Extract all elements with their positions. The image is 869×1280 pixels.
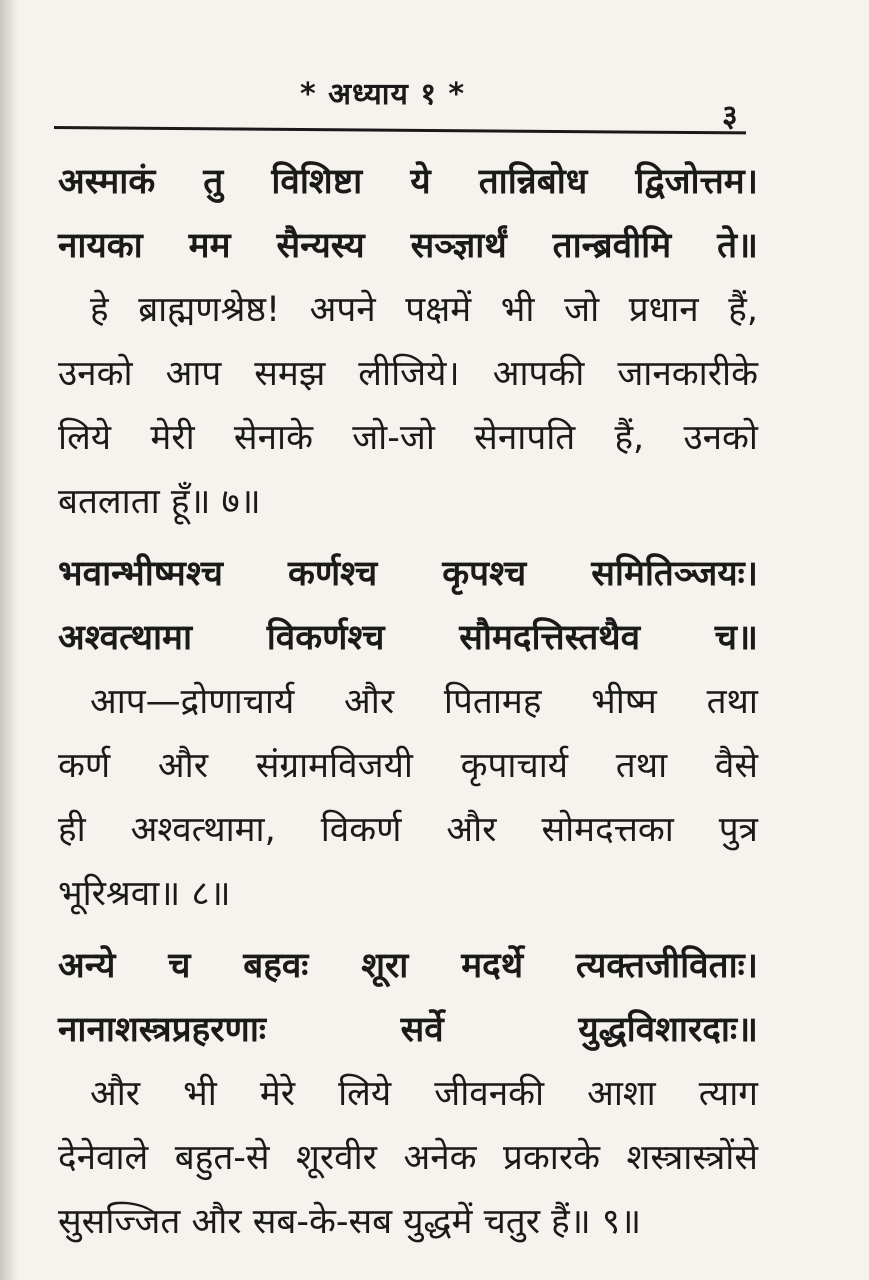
chapter-header: * अध्याय १ *: [300, 77, 466, 112]
translation-7: [58, 278, 758, 534]
verse-line: भवान्भीष्मश्च कर्णश्च कृपश्च समितिञ्जयः।: [58, 554, 758, 594]
translation-8: [58, 670, 758, 926]
translation-line: भूरिश्रवा॥ ८॥: [58, 874, 231, 914]
translation-line: हे ब्राह्मणश्रेष्ठ! अपने पक्षमें भी जो प्रधान हैं,: [90, 290, 758, 330]
translation-line: सुसज्जित और सब-के-सब युद्धमें चतुर हैं॥ ९॥: [58, 1202, 642, 1242]
translation-line: ही अश्वत्थामा, विकर्ण और सोमदत्तका पुत्र: [58, 810, 758, 850]
translation-line: बतलाता हूँ॥ ७॥: [58, 482, 261, 522]
translation-line: देनेवाले बहुत-से शूरवीर अनेक प्रकारके शस्त्रास्त्रोंसे: [58, 1138, 758, 1178]
translation-line: लिये मेरी सेनाके जो-जो सेनापति हैं, उनको: [58, 418, 758, 458]
verse-line: अश्वत्थामा विकर्णश्च सौमदत्तिस्तथैव च॥: [58, 618, 758, 658]
verse-line: नायका मम सैन्यस्य सञ्ज्ञार्थं तान्ब्रवीमि ते॥: [58, 226, 758, 266]
verse-8: [58, 542, 758, 670]
translation-9: [58, 1062, 758, 1254]
verse-7: [58, 150, 758, 278]
page-edge-shadow: [0, 0, 18, 1280]
verse-line: नानाशस्त्रप्रहरणाः सर्वे युद्धविशारदाः॥: [58, 1010, 758, 1050]
page-number: ३: [722, 99, 738, 134]
header-rule: [54, 126, 746, 134]
translation-line: उनको आप समझ लीजिये। आपकी जानकारीके: [58, 354, 758, 394]
page-body: [58, 150, 758, 1262]
verse-line: अन्ये च बहवः शूरा मदर्थे त्यक्तजीविताः।: [58, 946, 758, 986]
verse-line: अस्माकं तु विशिष्टा ये तान्निबोध द्विजोत्तम।: [58, 162, 758, 202]
translation-line: और भी मेरे लिये जीवनकी आशा त्याग: [90, 1074, 758, 1114]
translation-line: कर्ण और संग्रामविजयी कृपाचार्य तथा वैसे: [58, 746, 758, 786]
verse-9: [58, 934, 758, 1062]
translation-line: आप—द्रोणाचार्य और पितामह भीष्म तथा: [90, 682, 758, 722]
